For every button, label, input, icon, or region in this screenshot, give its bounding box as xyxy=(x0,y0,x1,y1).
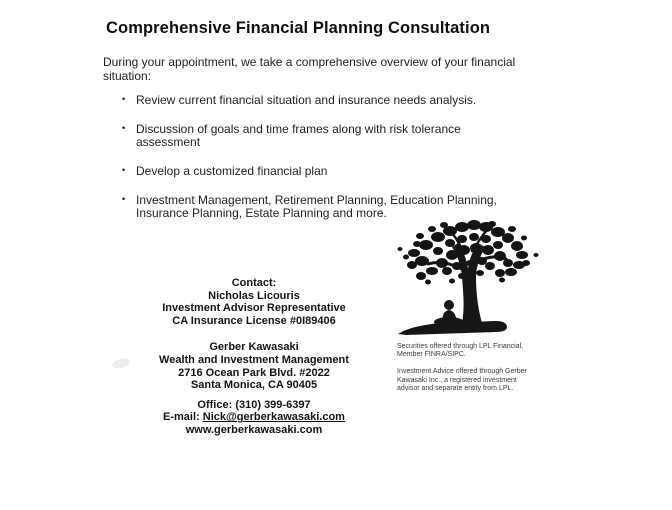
intro-paragraph xyxy=(103,56,563,83)
intro-line: situation: xyxy=(103,68,152,83)
bullet-icon: • xyxy=(122,194,126,204)
intro-line: During your appointment, we take a comprehensive overview of your financial xyxy=(103,55,516,69)
list-item xyxy=(122,194,542,220)
bullet-text: Discussion of goals and time frames along with risk tolerance xyxy=(136,122,461,136)
bullet-text: Investment Management, Retirement Planning, Education Planning, xyxy=(136,193,497,207)
office-label: Office: xyxy=(197,398,233,411)
bullet-text: Develop a customized financial plan xyxy=(136,164,328,178)
advisor-role: Investment Advisor Representative xyxy=(162,302,346,315)
disclosure-line: Kawasaki Inc., a registered investment xyxy=(397,376,517,384)
disclosure-line: Investment Advice offered through Gerber xyxy=(397,368,527,376)
bullet-icon: • xyxy=(122,123,126,133)
contact-person-block xyxy=(144,277,364,327)
contact-heading: Contact: xyxy=(231,277,277,289)
bullet-text: Insurance Planning, Estate Planning and more. xyxy=(136,206,387,220)
disclosure-line: Securities offered through LPL Financial, xyxy=(397,343,524,350)
disclosure-section xyxy=(397,343,547,393)
website-text: www.gerberkawasaki.com xyxy=(185,423,323,436)
address-line: 2716 Ocean Park Blvd. #2022 xyxy=(178,366,330,379)
email-link[interactable]: Nick@gerberkawasaki.com xyxy=(202,411,345,424)
bullet-text: Review current financial situation and insurance needs analysis. xyxy=(136,93,477,107)
list-item xyxy=(122,94,542,107)
scan-smudge-artifact xyxy=(111,357,131,370)
disclosure-paragraph xyxy=(397,368,547,393)
page-title: Comprehensive Financial Planning Consultation xyxy=(106,19,491,38)
advisor-name: Nicholas Licouris xyxy=(208,289,300,302)
company-name: Gerber Kawasaki xyxy=(209,341,299,354)
disclosure-line: advisor and separate entity from LPL. xyxy=(397,384,514,392)
insurance-license: CA Insurance License #0I89406 xyxy=(172,314,336,327)
company-address-block xyxy=(144,341,364,391)
bullet-icon: • xyxy=(122,165,126,175)
email-label: E-mail: xyxy=(163,411,200,424)
contact-section xyxy=(144,277,364,437)
list-item xyxy=(122,165,542,178)
list-item xyxy=(122,123,542,149)
office-phone-line xyxy=(144,399,364,412)
tree-with-person-logo-icon xyxy=(392,219,542,341)
office-phone: (310) 399-6397 xyxy=(235,398,311,411)
email-line xyxy=(144,411,364,424)
address-line: Santa Monica, CA 90405 xyxy=(190,379,318,392)
bullet-icon: • xyxy=(122,94,126,104)
bullet-list xyxy=(122,94,542,236)
disclosure-line: Member FINRA/SIPC. xyxy=(397,351,466,359)
bullet-text: assessment xyxy=(136,135,201,149)
disclosure-paragraph xyxy=(397,343,547,359)
company-tagline: Wealth and Investment Management xyxy=(159,353,349,366)
phone-email-block xyxy=(144,399,364,437)
